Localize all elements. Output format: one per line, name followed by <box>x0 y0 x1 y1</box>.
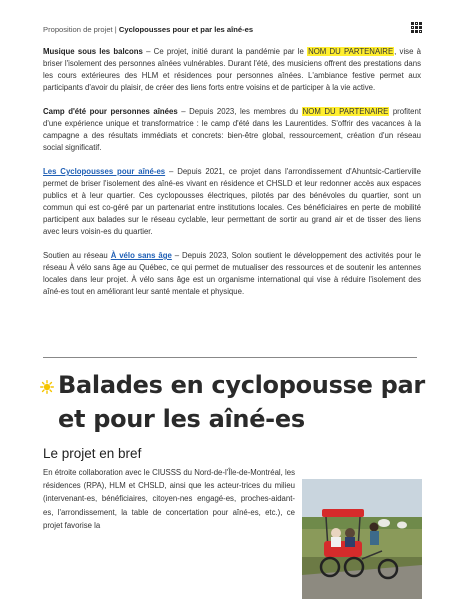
section-subtitle: Le projet en bref <box>43 446 142 461</box>
header-prefix: Proposition de projet | <box>43 25 119 34</box>
camp-title: Camp d'été pour personnes aînées <box>43 107 178 116</box>
header-title: Cyclopousses pour et par les aîné-es <box>118 25 254 34</box>
grid-logo-icon <box>411 22 422 33</box>
section-body: En étroite collaboration avec le CIUSSS du Nord-de-l'Île-de-Montréal, les résidences (RPA), HLM et CHSLD, ainsi que les acteur-trices du milieu (intervenant-es, bénéficiaires, citoyen-nes engagé-es, proches-aidant-es, l'arrondissement, la table de concertation pour aîné-es, etc.), ce projet favorise la <box>43 468 295 530</box>
velo-sans-age-link[interactable]: À vélo sans âge <box>110 251 172 260</box>
paragraph-cyclopousses: Les Cyclopousses pour aîné-es – Depuis 2021, ce projet dans l'arrondissement d'Ahuntsic-Cartierville permet de briser l'isolement des aîné-es vivant en résidence et CHSLD et leur redonner accès aux espaces publics et à leur quartier. Ces cyclopousses électriques, pilotés par des bénévoles du quartier, sont un commun qui est co-géré par un partenariat entre institutions locales. Ces bénéficiaires en perte de mobilité participent aux balades sur le réseau cyclable, leur permettant de sortir au grand air et de tisser des liens avec leurs voisin-es du quartier. <box>43 167 421 236</box>
section-title: Balades en cyclopousse par et pour les aîné-es <box>58 371 425 433</box>
cyclopousses-link[interactable]: Les Cyclopousses pour aîné-es <box>43 167 166 176</box>
section-divider <box>43 357 417 358</box>
partner-placeholder: NOM DU PARTENAIRE <box>308 47 394 56</box>
musique-title: Musique sous les balcons <box>43 47 143 56</box>
cyclopousse-photo <box>302 479 422 599</box>
projects-list <box>43 46 421 310</box>
paragraph-velo-sans-age: Soutien au réseau À vélo sans âge – Depuis 2023, Solon soutient le développement des activités pour le réseau À vélo sans âge au Québec, ce qui permet de mutualiser des ressources et de soutenir les antennes locales dans leur projet. À vélo sans âge est un organisme international qui vise à réduire l'isolement des aîné-es tout en améliorant leur santé mentale et physique. <box>43 251 421 296</box>
paragraph-camp: Camp d'été pour personnes aînées – Depuis 2023, les membres du NOM DU PARTENAIRE profitent d'une expérience unique et transformatrice : le camp d'été dans les Laurentides. S'offrir des vacances à la campagne a des résultats immédiats et concrets: bien-être global, ressourcement, création d'un réseau social significatif. <box>43 107 421 152</box>
page-header <box>43 25 427 34</box>
paragraph-musique: Musique sous les balcons – Ce projet, initié durant la pandémie par le NOM DU PARTENAIRE, vise à briser l'isolement des personnes aînées vulnérables. Durant l'été, des musiciens offrent des prestations dans les cours extérieures des HLM et résidences pour personnes aînées. L'ambiance festive permet aux participants d'avoir du plaisir, de créer des liens forts entre voisins et de participer à la vie active. <box>43 47 421 92</box>
partner-placeholder: NOM DU PARTENAIRE <box>302 107 389 116</box>
sun-icon <box>40 380 54 394</box>
